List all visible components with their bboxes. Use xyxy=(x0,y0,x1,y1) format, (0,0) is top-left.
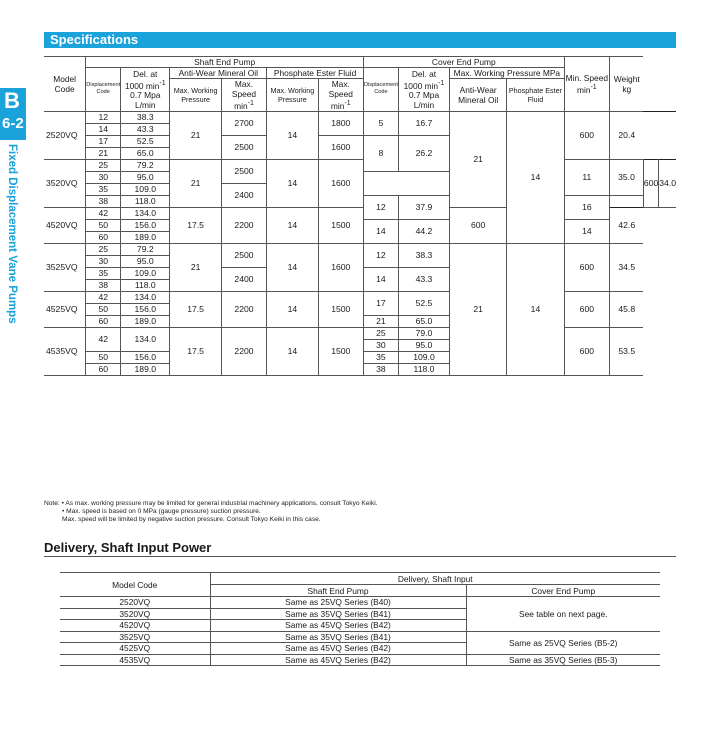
header-pe-pressure: Max. Working Pressure xyxy=(267,79,318,112)
header-cover-delivery: Del. at 1000 $\min^{-1}$ 0.7 Mpa L/min xyxy=(398,68,449,112)
header-cover-anti-wear: Anti-Wear Mineral Oil xyxy=(450,79,507,112)
speed-cell: 1500 xyxy=(318,291,363,327)
delivery-cell: 38.3 xyxy=(398,243,449,267)
delivery-cell: 109.0 xyxy=(121,183,170,195)
model-code-cell: 4535VQ xyxy=(60,654,210,666)
model-code-cell: 2520VQ xyxy=(44,111,86,159)
table-row xyxy=(44,111,676,123)
pressure-cell: 14 xyxy=(267,327,318,375)
pressure-cell: 21 xyxy=(170,159,221,207)
delivery-cell: 156.0 xyxy=(121,303,170,315)
displacement-cell: 12 xyxy=(364,243,399,267)
notes xyxy=(44,500,378,524)
shaft-end-cell: Same as 45VQ Series (B42) xyxy=(210,643,466,655)
delivery-cell: 95.0 xyxy=(121,171,170,183)
weight-cell: 53.5 xyxy=(610,327,644,375)
weight-cell: 42.6 xyxy=(610,207,644,243)
header-delivery-shaft-input: Delivery, Shaft Input xyxy=(210,573,660,585)
displacement-cell: 50 xyxy=(86,303,121,315)
speed-cell: 1600 xyxy=(318,243,363,291)
model-code-cell: 2520VQ xyxy=(60,597,210,609)
pressure-cell: 14 xyxy=(267,159,318,207)
delivery-cell: 52.5 xyxy=(398,291,449,315)
shaft-end-cell: Same as 35VQ Series (B41) xyxy=(210,608,466,620)
model-code-cell: 3525VQ xyxy=(44,243,86,291)
model-code-cell: 4525VQ xyxy=(60,643,210,655)
displacement-cell: 21 xyxy=(364,315,399,327)
pressure-cell: 14 xyxy=(267,207,318,243)
min-speed-cell: 600 xyxy=(564,327,609,375)
displacement-cell: 42 xyxy=(86,207,121,219)
note-line: Note: • As max. working pressure may be limited for general industrial machinery applications, consult Tokyo Keiki. xyxy=(44,500,378,507)
min-speed-cell: 600 xyxy=(564,111,609,159)
delivery-cell: 109.0 xyxy=(398,351,449,363)
delivery-cell: 79.2 xyxy=(121,159,170,171)
cover-end-cell: Same as 25VQ Series (B5-2) xyxy=(466,631,660,654)
model-code-cell: 4520VQ xyxy=(60,620,210,632)
pressure-cell: 14 xyxy=(564,219,609,243)
pressure-cell: 14 xyxy=(267,291,318,327)
table-row xyxy=(44,159,676,171)
displacement-cell: 60 xyxy=(86,231,121,243)
delivery-cell: 95.0 xyxy=(398,339,449,351)
displacement-cell: 17 xyxy=(364,291,399,315)
speed-cell: 2700 xyxy=(221,111,266,135)
specifications-table xyxy=(44,56,676,376)
speed-cell: 2500 xyxy=(221,159,266,183)
displacement-cell: 38 xyxy=(86,279,121,291)
weight-cell: 45.8 xyxy=(610,291,644,327)
pressure-cell: 14 xyxy=(267,111,318,159)
displacement-cell: 30 xyxy=(86,171,121,183)
delivery-cell: 26.2 xyxy=(398,135,449,171)
delivery-cell: 35.0 xyxy=(610,159,644,195)
weight-cell: 34.5 xyxy=(610,243,644,291)
header-mo-pressure: Max. Working Pressure xyxy=(170,79,221,112)
displacement-cell: 35 xyxy=(364,351,399,363)
section-tab xyxy=(0,88,26,140)
displacement-cell: 5 xyxy=(364,111,399,135)
header-anti-wear-mineral-oil: Anti-Wear Mineral Oil xyxy=(170,68,267,79)
speed-cell: 2500 xyxy=(221,243,266,267)
speed-cell: 2200 xyxy=(221,291,266,327)
header-phosphate-ester-fluid: Phosphate Ester Fluid xyxy=(267,68,364,79)
header-cover-max-working-pressure: Max. Working Pressure MPa xyxy=(450,68,565,79)
displacement-cell: 38 xyxy=(86,195,121,207)
cover-end-cell: Same as 35VQ Series (B5-3) xyxy=(466,654,660,666)
speed-cell: 1600 xyxy=(318,135,363,159)
delivery-cell: 134.0 xyxy=(121,291,170,303)
header-delivery: Del. at 1000 $\min^{-1}$ 0.7 Mpa L/min xyxy=(121,68,170,112)
delivery-cell: 118.0 xyxy=(121,195,170,207)
displacement-cell: 14 xyxy=(86,123,121,135)
displacement-cell: 38 xyxy=(364,363,399,375)
speed-cell: 2200 xyxy=(221,327,266,375)
model-code-cell: 4535VQ xyxy=(44,327,86,375)
displacement-cell: 8 xyxy=(364,135,399,171)
min-speed-cell: 600 xyxy=(564,243,609,291)
displacement-cell: 42 xyxy=(86,291,121,303)
table-row xyxy=(60,631,660,643)
shaft-end-cell: Same as 45VQ Series (B42) xyxy=(210,654,466,666)
delivery-cell: 44.2 xyxy=(398,219,449,243)
pressure-cell: 17.5 xyxy=(170,327,221,375)
min-speed-cell: 600 xyxy=(643,159,658,207)
header-cover-end-pump: Cover End Pump xyxy=(364,57,565,68)
delivery-table xyxy=(60,572,660,666)
speed-cell: 1600 xyxy=(318,159,363,207)
delivery-heading: Delivery, Shaft Input Power xyxy=(44,540,676,557)
shaft-end-cell: Same as 45VQ Series (B42) xyxy=(210,620,466,632)
header-pe-speed: Max. Speed $\min^{-1}$ xyxy=(318,79,363,112)
min-speed-cell: 600 xyxy=(450,207,507,243)
speed-cell: 2500 xyxy=(221,135,266,159)
delivery-cell: 156.0 xyxy=(121,219,170,231)
pressure-cell: 21 xyxy=(450,243,507,375)
min-speed-cell: 600 xyxy=(564,291,609,327)
model-code-cell: 3520VQ xyxy=(44,159,86,207)
pressure-cell: 14 xyxy=(507,243,564,375)
displacement-cell: 60 xyxy=(86,315,121,327)
table-row xyxy=(44,243,676,255)
section-letter: B xyxy=(4,88,20,113)
section-number: 6-2 xyxy=(2,115,24,132)
cover-end-cell: See table on next page. xyxy=(466,597,660,632)
delivery-cell: 134.0 xyxy=(121,327,170,351)
header-shaft-end-pump: Shaft End Pump xyxy=(210,585,466,597)
delivery-cell: 189.0 xyxy=(121,231,170,243)
displacement-cell: 14 xyxy=(364,267,399,291)
speed-cell: 1800 xyxy=(318,111,363,135)
speed-cell: 2400 xyxy=(221,267,266,291)
note-line: Max. speed will be limited by negative suction pressure. Consult Tokyo Keiki in this case. xyxy=(62,516,321,523)
displacement-cell: 25 xyxy=(86,159,121,171)
displacement-cell: 30 xyxy=(86,255,121,267)
speed-cell: 1500 xyxy=(318,207,363,243)
delivery-cell: 189.0 xyxy=(121,315,170,327)
displacement-cell: 42 xyxy=(86,327,121,351)
weight-cell: 34.0 xyxy=(659,159,676,207)
delivery-cell: 16.7 xyxy=(398,111,449,135)
displacement-cell: 25 xyxy=(364,327,399,339)
note-line: • Max. speed is based on 0 MPa (gauge pressure) suction pressure. xyxy=(62,508,261,515)
speed-cell: 2200 xyxy=(221,207,266,243)
delivery-cell: 118.0 xyxy=(398,363,449,375)
delivery-cell: 189.0 xyxy=(121,363,170,375)
delivery-cell: 79.0 xyxy=(398,327,449,339)
pressure-cell: 16 xyxy=(564,195,609,219)
weight-cell: 20.4 xyxy=(610,111,644,159)
delivery-cell: 65.0 xyxy=(398,315,449,327)
pressure-cell: 14 xyxy=(507,111,564,243)
shaft-end-cell: Same as 35VQ Series (B41) xyxy=(210,631,466,643)
header-mo-speed: Max. Speed $\min^{-1}$ xyxy=(221,79,266,112)
speed-cell: 2400 xyxy=(221,183,266,207)
table-row xyxy=(44,291,676,303)
delivery-cell: 65.0 xyxy=(121,147,170,159)
pressure-cell: 17.5 xyxy=(170,207,221,243)
header-cover-end-pump: Cover End Pump xyxy=(466,585,660,597)
header-cover-phosphate: Phosphate Ester Fluid xyxy=(507,79,564,112)
header-weight: Weight kg xyxy=(610,57,644,112)
delivery-cell: 109.0 xyxy=(121,267,170,279)
delivery-cell: 43.3 xyxy=(121,123,170,135)
displacement-cell: 14 xyxy=(364,219,399,243)
pressure-cell: 21 xyxy=(450,111,507,207)
header-model-code: Model Code xyxy=(44,57,86,112)
displacement-cell: 35 xyxy=(86,267,121,279)
delivery-cell: 43.3 xyxy=(398,267,449,291)
model-code-cell: 4525VQ xyxy=(44,291,86,327)
header-cover-displacement-code: Displacement Code xyxy=(364,68,399,112)
header-model-code: Model Code xyxy=(60,573,210,597)
model-code-cell: 3525VQ xyxy=(60,631,210,643)
model-code-cell: 3520VQ xyxy=(60,608,210,620)
displacement-cell: 12 xyxy=(364,195,399,219)
table-row xyxy=(60,654,660,666)
delivery-cell: 37.9 xyxy=(398,195,449,219)
delivery-cell: 52.5 xyxy=(121,135,170,147)
pressure-cell: 14 xyxy=(267,243,318,291)
model-code-cell: 4520VQ xyxy=(44,207,86,243)
speed-cell: 1500 xyxy=(318,327,363,375)
table-row xyxy=(44,327,676,339)
table-row xyxy=(60,597,660,609)
displacement-cell: 30 xyxy=(364,339,399,351)
pressure-cell: 21 xyxy=(170,111,221,159)
displacement-cell: 12 xyxy=(86,111,121,123)
header-displacement-code: Displacement Code xyxy=(86,68,121,112)
delivery-cell: 118.0 xyxy=(121,279,170,291)
header-shaft-end-pump: Shaft End Pump xyxy=(86,57,364,68)
delivery-cell: 79.2 xyxy=(121,243,170,255)
delivery-cell: 95.0 xyxy=(121,255,170,267)
delivery-cell: 156.0 xyxy=(121,351,170,363)
displacement-cell: 11 xyxy=(564,159,609,195)
pressure-cell: 17.5 xyxy=(170,291,221,327)
displacement-cell: 21 xyxy=(86,147,121,159)
specifications-heading: Specifications xyxy=(44,32,676,48)
delivery-cell: 134.0 xyxy=(121,207,170,219)
delivery-cell: 38.3 xyxy=(121,111,170,123)
pressure-cell: 21 xyxy=(170,243,221,291)
side-section-title: Fixed Displacement Vane Pumps xyxy=(6,144,18,324)
displacement-cell: 35 xyxy=(86,183,121,195)
displacement-cell: 50 xyxy=(86,219,121,231)
displacement-cell: 60 xyxy=(86,363,121,375)
shaft-end-cell: Same as 25VQ Series (B40) xyxy=(210,597,466,609)
header-min-speed: Min. Speed $\min^{-1}$ xyxy=(564,57,609,112)
displacement-cell: 25 xyxy=(86,243,121,255)
displacement-cell: 17 xyxy=(86,135,121,147)
displacement-cell: 50 xyxy=(86,351,121,363)
